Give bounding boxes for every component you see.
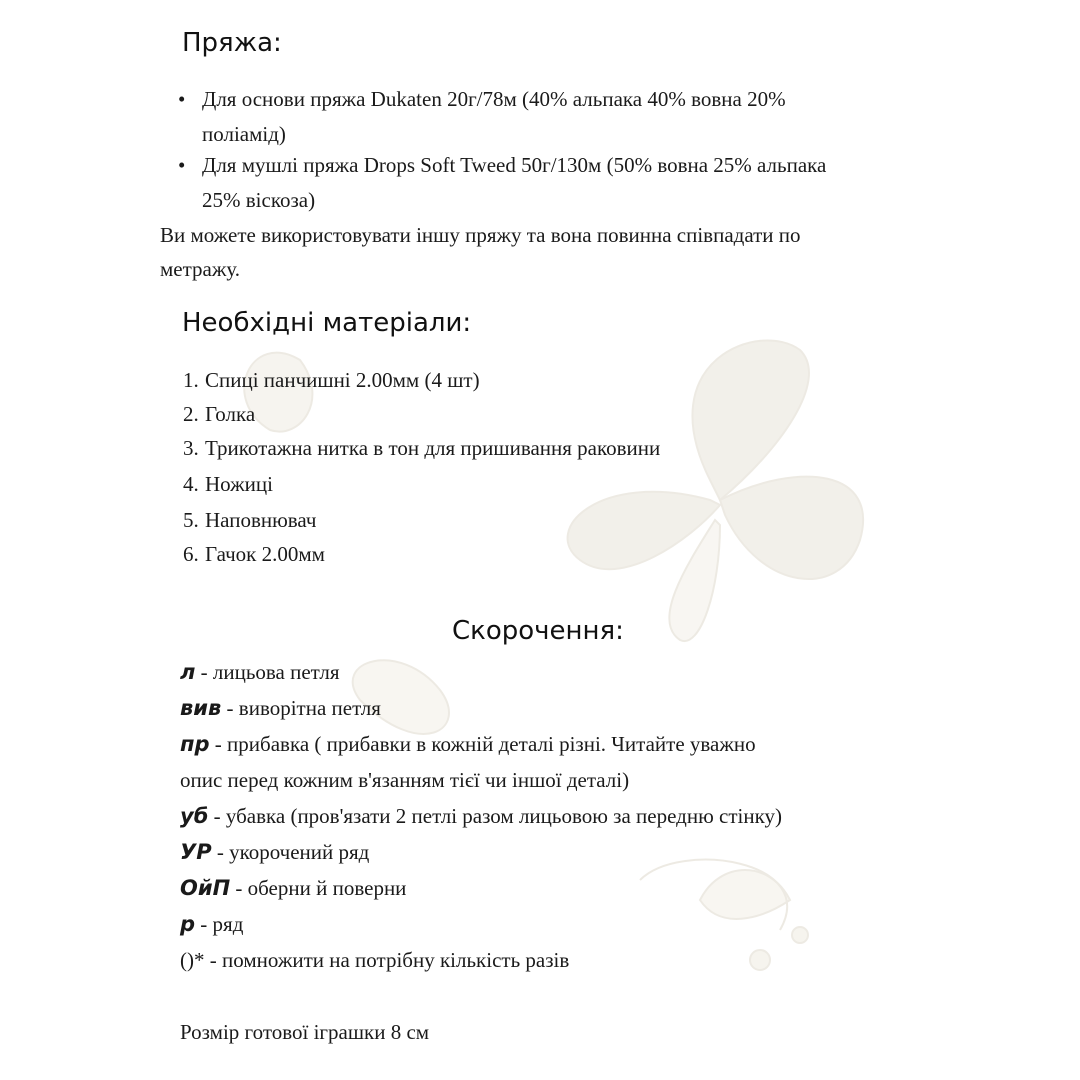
abbr-desc: - ряд [195,912,244,936]
abbr-desc: - убавка (пров'язати 2 петлі разом лицьовою за передню стінку) [208,804,782,828]
size-note: Розмір готової іграшки 8 см [180,1020,430,1044]
bullet-line: поліамід) [202,122,286,146]
item-text: Гачок 2.00мм [205,542,325,566]
list-item [180,690,940,726]
item-number: 6. [183,542,199,566]
list-item: • Для основи пряжа Dukaten 20г/78м (40% альпака 40% вовна 20% поліамід) [184,82,944,152]
note-line: Ви можете використовувати іншу пряжу та вона повинна співпадати по [160,223,801,247]
item-text: Ножиці [205,472,273,496]
abbr-desc: - прибавка ( прибавки в кожній деталі різні. Читайте уважно [209,732,756,756]
list-item [183,468,273,500]
list-item [183,504,316,536]
item-number: 4. [183,472,199,496]
list-item [180,654,940,690]
list-item: • Для мушлі пряжа Drops Soft Tweed 50г/130м (50% вовна 25% альпака 25% віскоза) [184,148,944,218]
list-item [180,798,940,834]
item-number: 1. [183,368,199,392]
bullet-line: 25% віскоза) [202,188,316,212]
note-line: метражу. [160,257,241,281]
list-item [180,834,940,870]
list-item [180,726,940,762]
abbreviations-heading: Скорочення: [452,616,624,646]
yarn-heading: Пряжа: [182,28,282,58]
list-item [183,538,325,570]
item-text: Спиці панчишні 2.00мм (4 шт) [205,368,480,392]
list-item [180,942,940,978]
item-number: 2. [183,402,199,426]
list-item [183,398,255,430]
abbr-term: уб [180,804,209,828]
list-item [183,432,660,464]
item-text: Наповнювач [205,508,317,532]
abbr-term: ОйП [180,876,231,900]
abbr-desc: - виворітна петля [221,696,381,720]
yarn-note [160,218,940,286]
abbr-term: пр [180,732,210,756]
abbr-term: вив [180,696,222,720]
list-item [180,762,940,798]
item-text: Голка [205,402,256,426]
item-number: 5. [183,508,199,532]
abbr-term: р [180,912,196,936]
list-item [180,906,940,942]
abbr-desc: опис перед кожним в'язанням тієї чи іншої деталі) [180,768,630,792]
abbr-term: УР [180,840,212,864]
list-item [180,870,940,906]
abbr-desc: ()* - помножити на потрібну кількість разів [180,948,570,972]
abbr-desc: - лицьова петля [195,660,340,684]
abbr-desc: - укорочений ряд [211,840,370,864]
list-item [183,364,480,396]
bullet-line: Для мушлі пряжа Drops Soft Tweed 50г/130м (50% вовна 25% альпака [202,153,827,177]
bullet-line: Для основи пряжа Dukaten 20г/78м (40% альпака 40% вовна 20% [202,87,786,111]
item-text: Трикотажна нитка в тон для пришивання раковини [205,436,661,460]
abbr-term: л [180,660,196,684]
abbr-desc: - оберни й поверни [230,876,407,900]
item-number: 3. [183,436,199,460]
materials-heading: Необхідні матеріали: [182,308,472,338]
